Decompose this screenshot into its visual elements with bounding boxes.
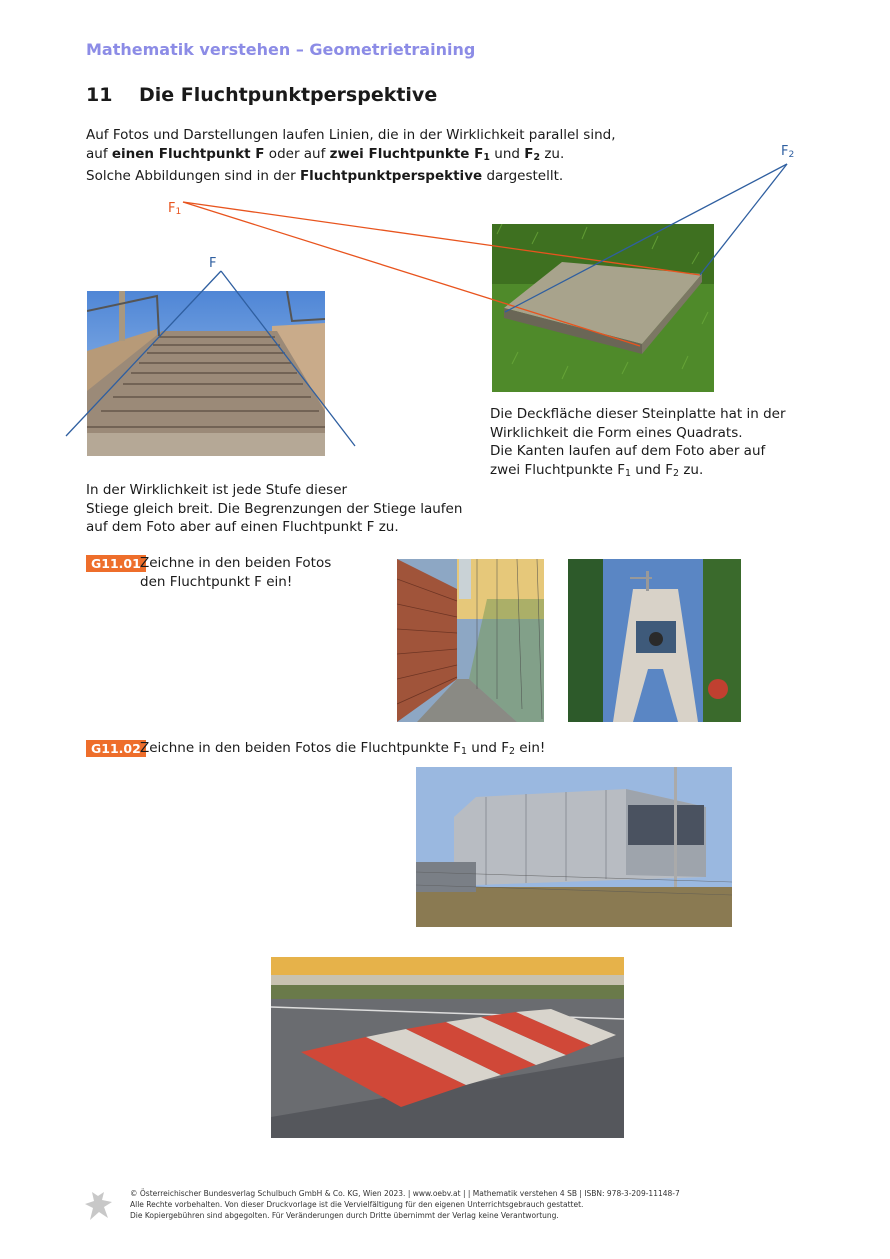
caption-stone-slab: Die Deckfläche dieser Steinplatte hat in der Wirklichkeit die Form eines Quadrats. Die Kanten laufen auf dem Foto aber auf zwei Fluchtpunkte $F_1$ und $F_2$ zu. xyxy=(490,406,786,479)
intro-line-3: Solche Abbildungen sind in der Fluchtpunktperspektive dargestellt. xyxy=(86,168,564,184)
bell-tower-photo xyxy=(568,559,741,722)
task2-text: Zeichne in den beiden Fotos die Fluchtpunkte $F_1$ und $F_2$ ein! xyxy=(140,740,546,757)
label-f1: $F_1$ xyxy=(168,201,182,217)
intro-line-2: auf einen Fluchtpunkt F oder auf zwei Fluchtpunkte $F_1$ und $F_2$ zu. xyxy=(86,145,565,163)
label-f: F xyxy=(209,256,217,271)
chapter-title: Die Fluchtpunktperspektive xyxy=(139,84,438,106)
caption-stairs: In der Wirklichkeit ist jede Stufe dieser Stiege gleich breit. Die Begrenzungen der Stiege laufen auf dem Foto aber auf einen Fluchtpunkt F zu. xyxy=(86,482,463,535)
intro-line-1: Auf Fotos und Darstellungen laufen Linien, die in der Wirklichkeit parallel sind, xyxy=(86,127,616,143)
task-tag-g11-02: G11.02 xyxy=(86,740,146,757)
page-header: Mathematik verstehen – Geometrietraining xyxy=(86,40,476,59)
footer-copyright: © Österreichischer Bundesverlag Schulbuch GmbH & Co. KG, Wien 2023. | www.oebv.at | | Mathematik verstehen 4 SB | ISBN: 978-3-209-11148-7 Alle Rechte vorbehalten. Von dieser Druckvorlage ist die Vervielfältigung für den eigenen Unterrichtsgebrauch gestattet. Die Kopiergebühren sind abgegolten. Für Veränderungen durch Dritte übernimmt der Verlag keine Verantwortung. xyxy=(130,1189,680,1220)
chapter-number: 11 xyxy=(86,84,113,106)
task1-text: Zeichne in den beiden Fotos den Fluchtpunkt F ein! xyxy=(140,555,332,590)
publisher-logo xyxy=(84,1190,114,1222)
crosswalk-photo xyxy=(271,957,624,1138)
modern-building-photo xyxy=(416,767,732,927)
task-tag-g11-01: G11.01 xyxy=(86,555,146,572)
brick-wall-path-photo xyxy=(397,559,544,722)
label-f2: $F_2$ xyxy=(781,144,795,160)
